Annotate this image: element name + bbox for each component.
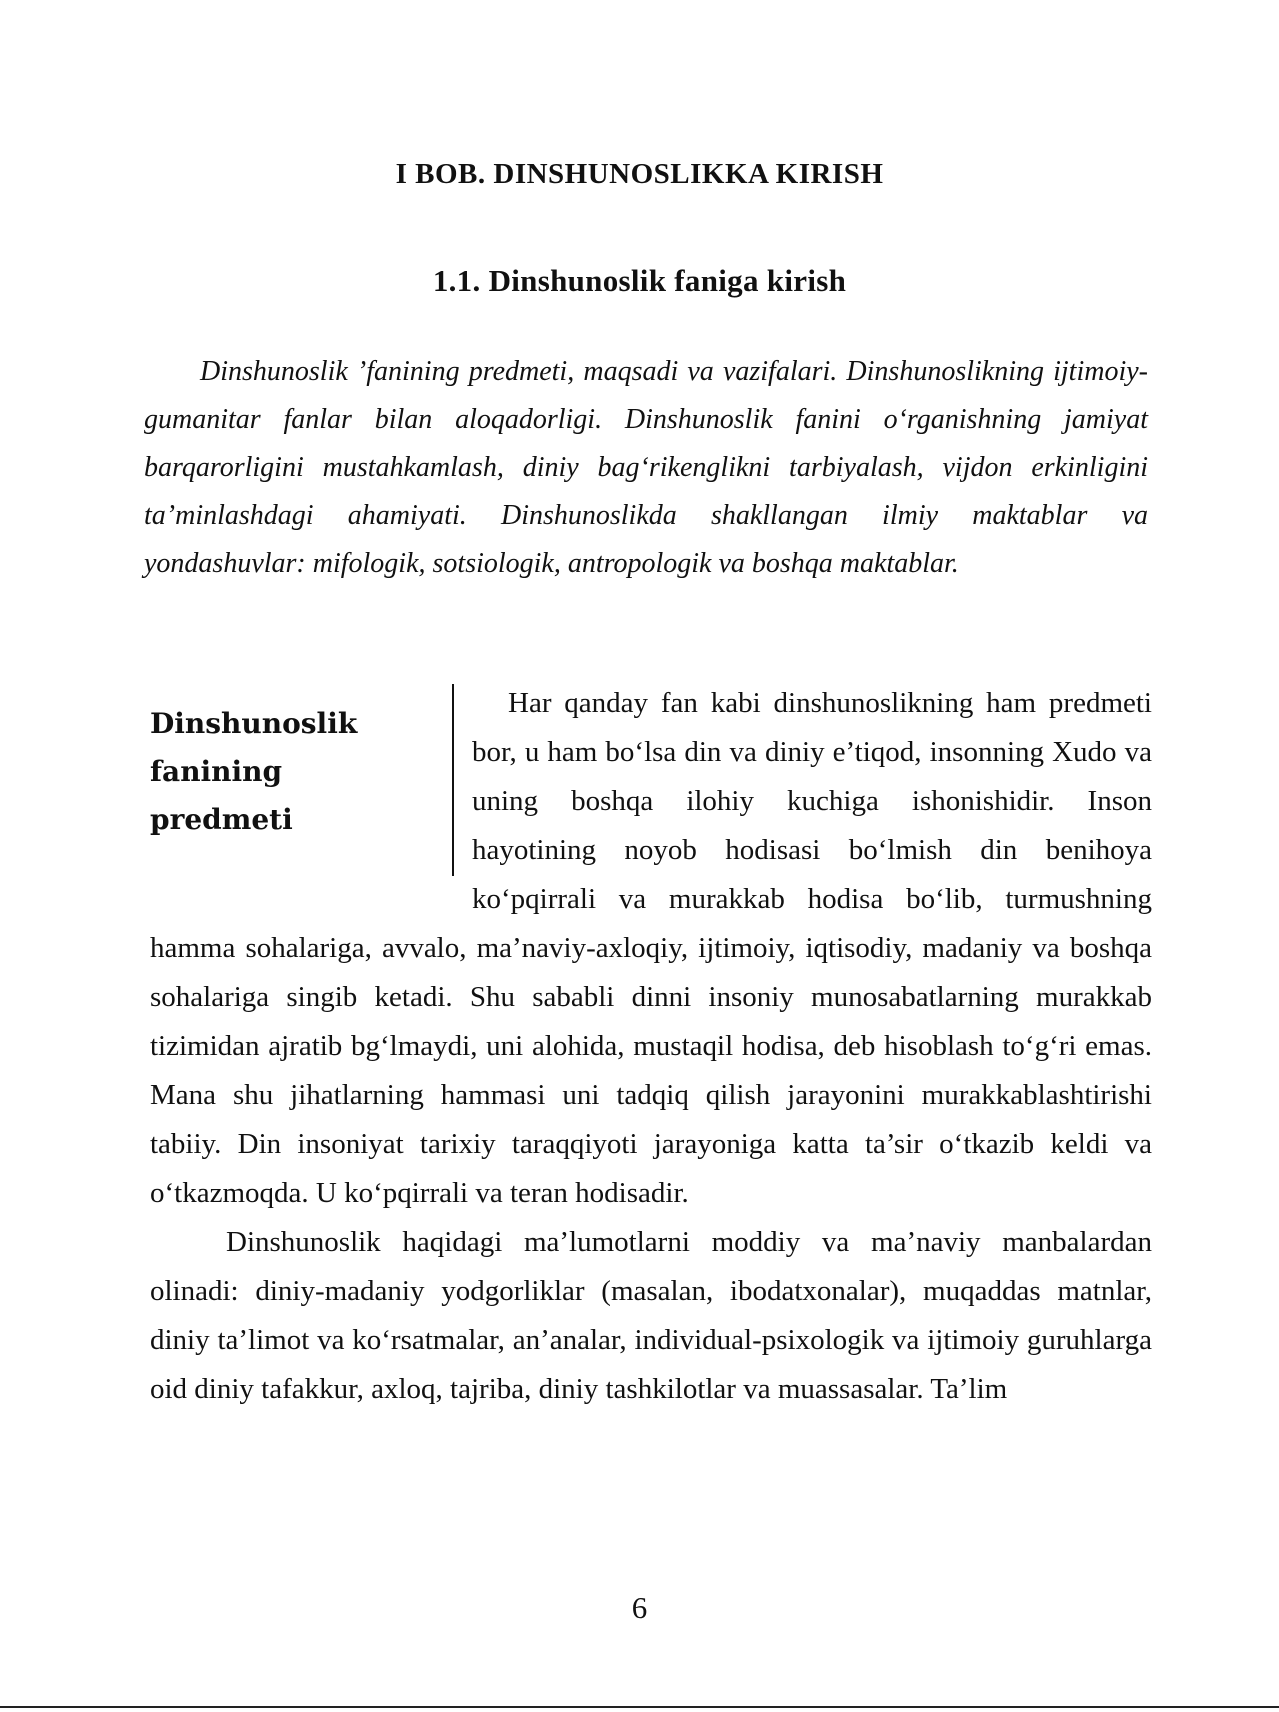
margin-heading-spacer — [150, 679, 472, 877]
margin-heading: Dinshunoslik fanining predmeti — [150, 707, 358, 836]
body-text — [150, 679, 1152, 1414]
bottom-edge-line — [0, 1706, 1279, 1708]
chapter-title: I BOB. DINSHUNOSLIKKA KIRISH — [395, 158, 884, 190]
body-paragraph-1: Har qanday fan kabi dinshunoslikning ham predmeti bor, u ham bo‘lsa din va diniy e’tiqod, insonning Xudo va uning boshqa ilohiy kuchiga ishonishidir. Inson hayotining noyob hodisasi bo‘lmish din benihoya ko‘pqirrali va murakkab hodisa bo‘lib, turmushning hamma sohalariga, avvalo, ma’naviy-axloqiy, ijtimoiy, iqtisodiy, madaniy va boshqa sohalariga singib ketadi. Shu sababli dinni insoniy munosabatlarning murakkab tizimidan ajratib bg‘lmaydi, uni alohida, mustaqil hodisa, deb hisoblash to‘g‘ri emas. Mana shu jihatlarning hammasi uni tadqiq qilish jarayonini murakkablashtirishi tabiiy. Din insoniyat tarixiy taraqqiyoti jarayoniga katta ta’sir o‘tkazib keldi va o‘tkazmoqda. U ko‘pqirrali va teran hodisadir. — [150, 687, 1152, 1209]
page-number: 6 — [631, 1590, 648, 1625]
body-paragraph-2: Dinshunoslik haqidagi ma’lumotlarni moddiy va ma’naviy manbalardan olinadi: diniy-madaniy yodgorliklar (masalan, ibodatxonalar), muqaddas matnlar, diniy ta’limot va ko‘rsatmalar, an’analar, individual-psixologik va ijtimoiy guruhlarga oid diniy tafakkur, axloq, tajriba, diniy tashkilotlar va muassasalar. Ta’lim — [150, 1226, 1152, 1405]
section-abstract: Dinshunoslik ’fanining predmeti, maqsadi va vazifalari. Dinshunoslikning ijtimoiy-gumanitar fanlar bilan aloqadorligi. Dinshunoslik fanini o‘rganishning jamiyat barqarorligini mustahkamlash, diniy bag‘rikenglikni tarbiyalash, vijdon erkinligini ta’minlashdagi ahamiyati. Dinshunoslikda shakllangan ilmiy maktablar va yondashuvlar: mifologik, sotsiologik, antropologik va boshqa maktablar. — [144, 356, 1148, 579]
section-title: 1.1. Dinshunoslik faniga kirish — [432, 263, 847, 298]
